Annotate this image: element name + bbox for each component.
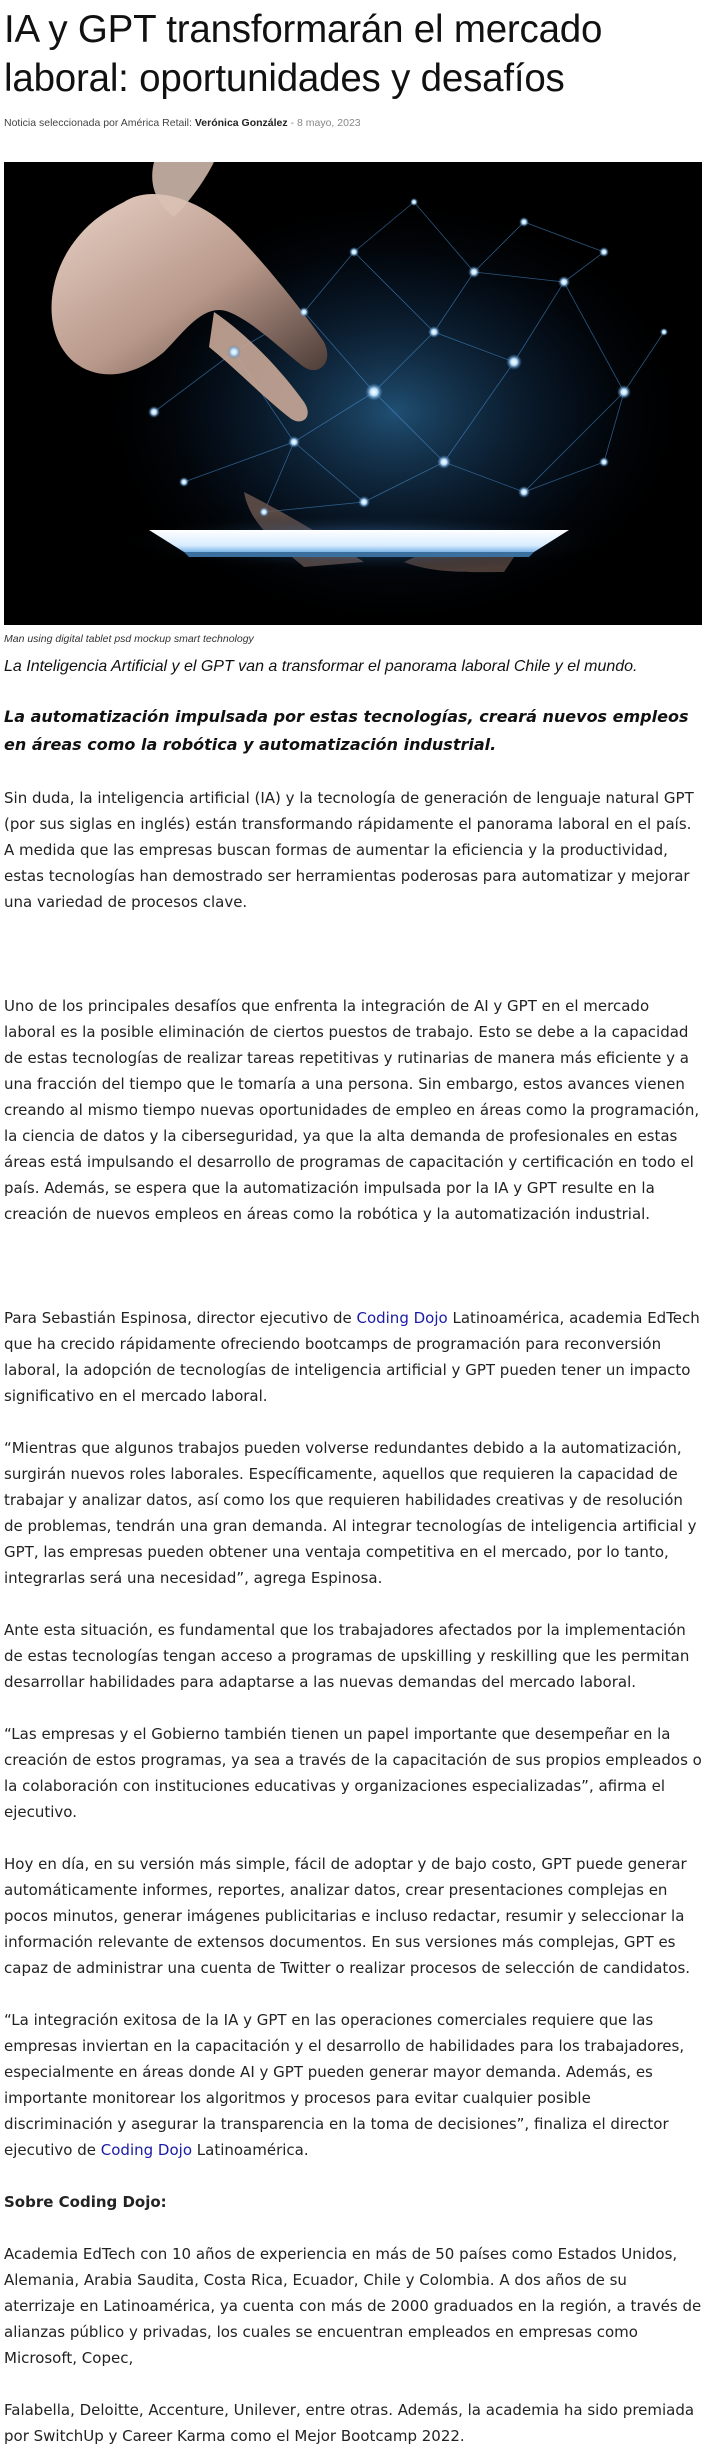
photo-caption: Man using digital tablet psd mockup smart technology	[4, 633, 254, 645]
hero-image	[4, 162, 702, 625]
article-lead: La Inteligencia Artificial y el GPT van a transformar el panorama laboral Chile y el mundo.	[4, 658, 638, 675]
byline	[4, 117, 702, 137]
paragraph-3	[4, 1305, 702, 1409]
paragraph-3-text-end: Latinoamérica, academia EdTech que ha crecido rápidamente ofreciendo bootcamps de programación para reconversión laboral, la adopción de tecnologías de inteligencia artificial y GPT pueden tener un impacto significativo en el mercado laboral.	[4, 1309, 700, 1405]
paragraph-2: Uno de los principales desafíos que enfrenta la integración de AI y GPT en el mercado laboral es la posible eliminación de ciertos puestos de trabajo. Esto se debe a la capacidad de estas tecnologías de realizar tareas repetitivas y rutinarias de manera más eficiente y a una fracción del tiempo que le tomaría a una persona. Sin embargo, estos avances vienen creando al mismo tiempo nuevas oportunidades de empleo en áreas como la programación, la ciencia de datos y la ciberseguridad, ya que la alta demanda de profesionales en estas áreas está impulsando el desarrollo de programas de capacitación y certificación en todo el país. Además, se espera que la automatización impulsada por la IA y GPT resulte en la creación de nuevos empleos en áreas como la robótica y la automatización industrial.	[4, 997, 700, 1223]
section-heading: Sobre Coding Dojo:	[4, 2193, 167, 2211]
coding-dojo-link[interactable]: Coding Dojo	[356, 1309, 448, 1327]
paragraph-6: “Las empresas y el Gobierno también tienen un papel importante que desempeñar en la creación de estos programas, ya sea a través de la capacitación de sus propios empleados o la colaboración con instituciones educativas y organizaciones especializadas”, afirma el ejecutivo.	[4, 1725, 702, 1821]
paragraph-3-text-start: Para Sebastián Espinosa, director ejecutivo de	[4, 1309, 357, 1327]
byline-date: 8 mayo, 2023	[297, 117, 361, 129]
paragraph-9: Academia EdTech con 10 años de experiencia en más de 50 países como Estados Unidos, Alemania, Arabia Saudita, Costa Rica, Ecuador, Chile y Colombia. A dos años de su aterrizaje en Latinoamérica, ya cuenta con más de 2000 graduados en la región, a través de alianzas público y privadas, los cuales se encuentran empleados en empresas como Microsoft, Copec,	[4, 2245, 702, 2367]
paragraph-7: Hoy en día, en su versión más simple, fácil de adoptar y de bajo costo, GPT puede generar automáticamente informes, reportes, analizar datos, crear presentaciones complejas en pocos minutos, generar imágenes publicitarias e incluso redactar, resumir y seleccionar la información relevante de extensos documentos. En sus versiones más complejas, GPT es capaz de administrar una cuenta de Twitter o realizar procesos de selección de candidatos.	[4, 1855, 691, 1977]
article-highlight: La automatización impulsada por estas tecnologías, creará nuevos empleos en áreas como la robótica y automatización industrial.	[4, 707, 689, 754]
paragraph-4: “Mientras que algunos trabajos pueden volverse redundantes debido a la automatización, surgirán nuevos roles laborales. Específicamente, aquellos que requieren la capacidad de trabajar y analizar datos, así como los que requieren habilidades creativas y de resolución de problemas, tendrán una gran demanda. Al integrar tecnologías de inteligencia artificial y GPT, las empresas pueden obtener una ventaja competitiva en el mercado, por lo tanto, integrarlas será una necesidad”, agrega Espinosa.	[4, 1439, 697, 1587]
byline-separator: -	[290, 117, 295, 129]
byline-author[interactable]: Verónica González	[194, 117, 288, 129]
paragraph-10: Falabella, Deloitte, Accenture, Unilever, entre otras. Además, la academia ha sido premiada por SwitchUp y Career Karma como el Mejor Bootcamp 2022.	[4, 2401, 695, 2445]
hand-tablet-network-photo-icon	[4, 162, 702, 625]
coding-dojo-link[interactable]: Coding Dojo	[100, 2141, 192, 2159]
paragraph-8	[4, 2007, 702, 2163]
byline-prefix: Noticia seleccionada por América Retail:	[4, 117, 192, 129]
spacer	[4, 915, 702, 993]
paragraph-1: Sin duda, la inteligencia artificial (IA) y la tecnología de generación de lenguaje natural GPT (por sus siglas en inglés) están transformando rápidamente el panorama laboral en el país. A medida que las empresas buscan formas de aumentar la eficiencia y la productividad, estas tecnologías han demostrado ser herramientas poderosas para automatizar y mejorar una variedad de procesos clave.	[4, 789, 694, 911]
spacer	[4, 1227, 702, 1305]
paragraph-5: Ante esta situación, es fundamental que los trabajadores afectados por la implementación de estas tecnologías tengan acceso a programas de upskilling y reskilling que les permitan desarrollar habilidades para adaptarse a las nuevas demandas del mercado laboral.	[4, 1621, 690, 1691]
paragraph-8-text-start: “La integración exitosa de la IA y GPT en las operaciones comerciales requiere que las empresas inviertan en la capacitación y el desarrollo de habilidades para los trabajadores, especialmente en áreas donde AI y GPT pueden generar mayor demanda. Además, es importante monitorear los algoritmos y procesos para evitar cualquier posible discriminación y asegurar la transparencia en la toma de decisiones”, finaliza el director ejecutivo de	[4, 2011, 685, 2159]
article-title: IA y GPT transformarán el mercado laboral: oportunidades y desafíos	[4, 8, 603, 100]
paragraph-8-text-end: Latinoamérica.	[192, 2141, 309, 2159]
